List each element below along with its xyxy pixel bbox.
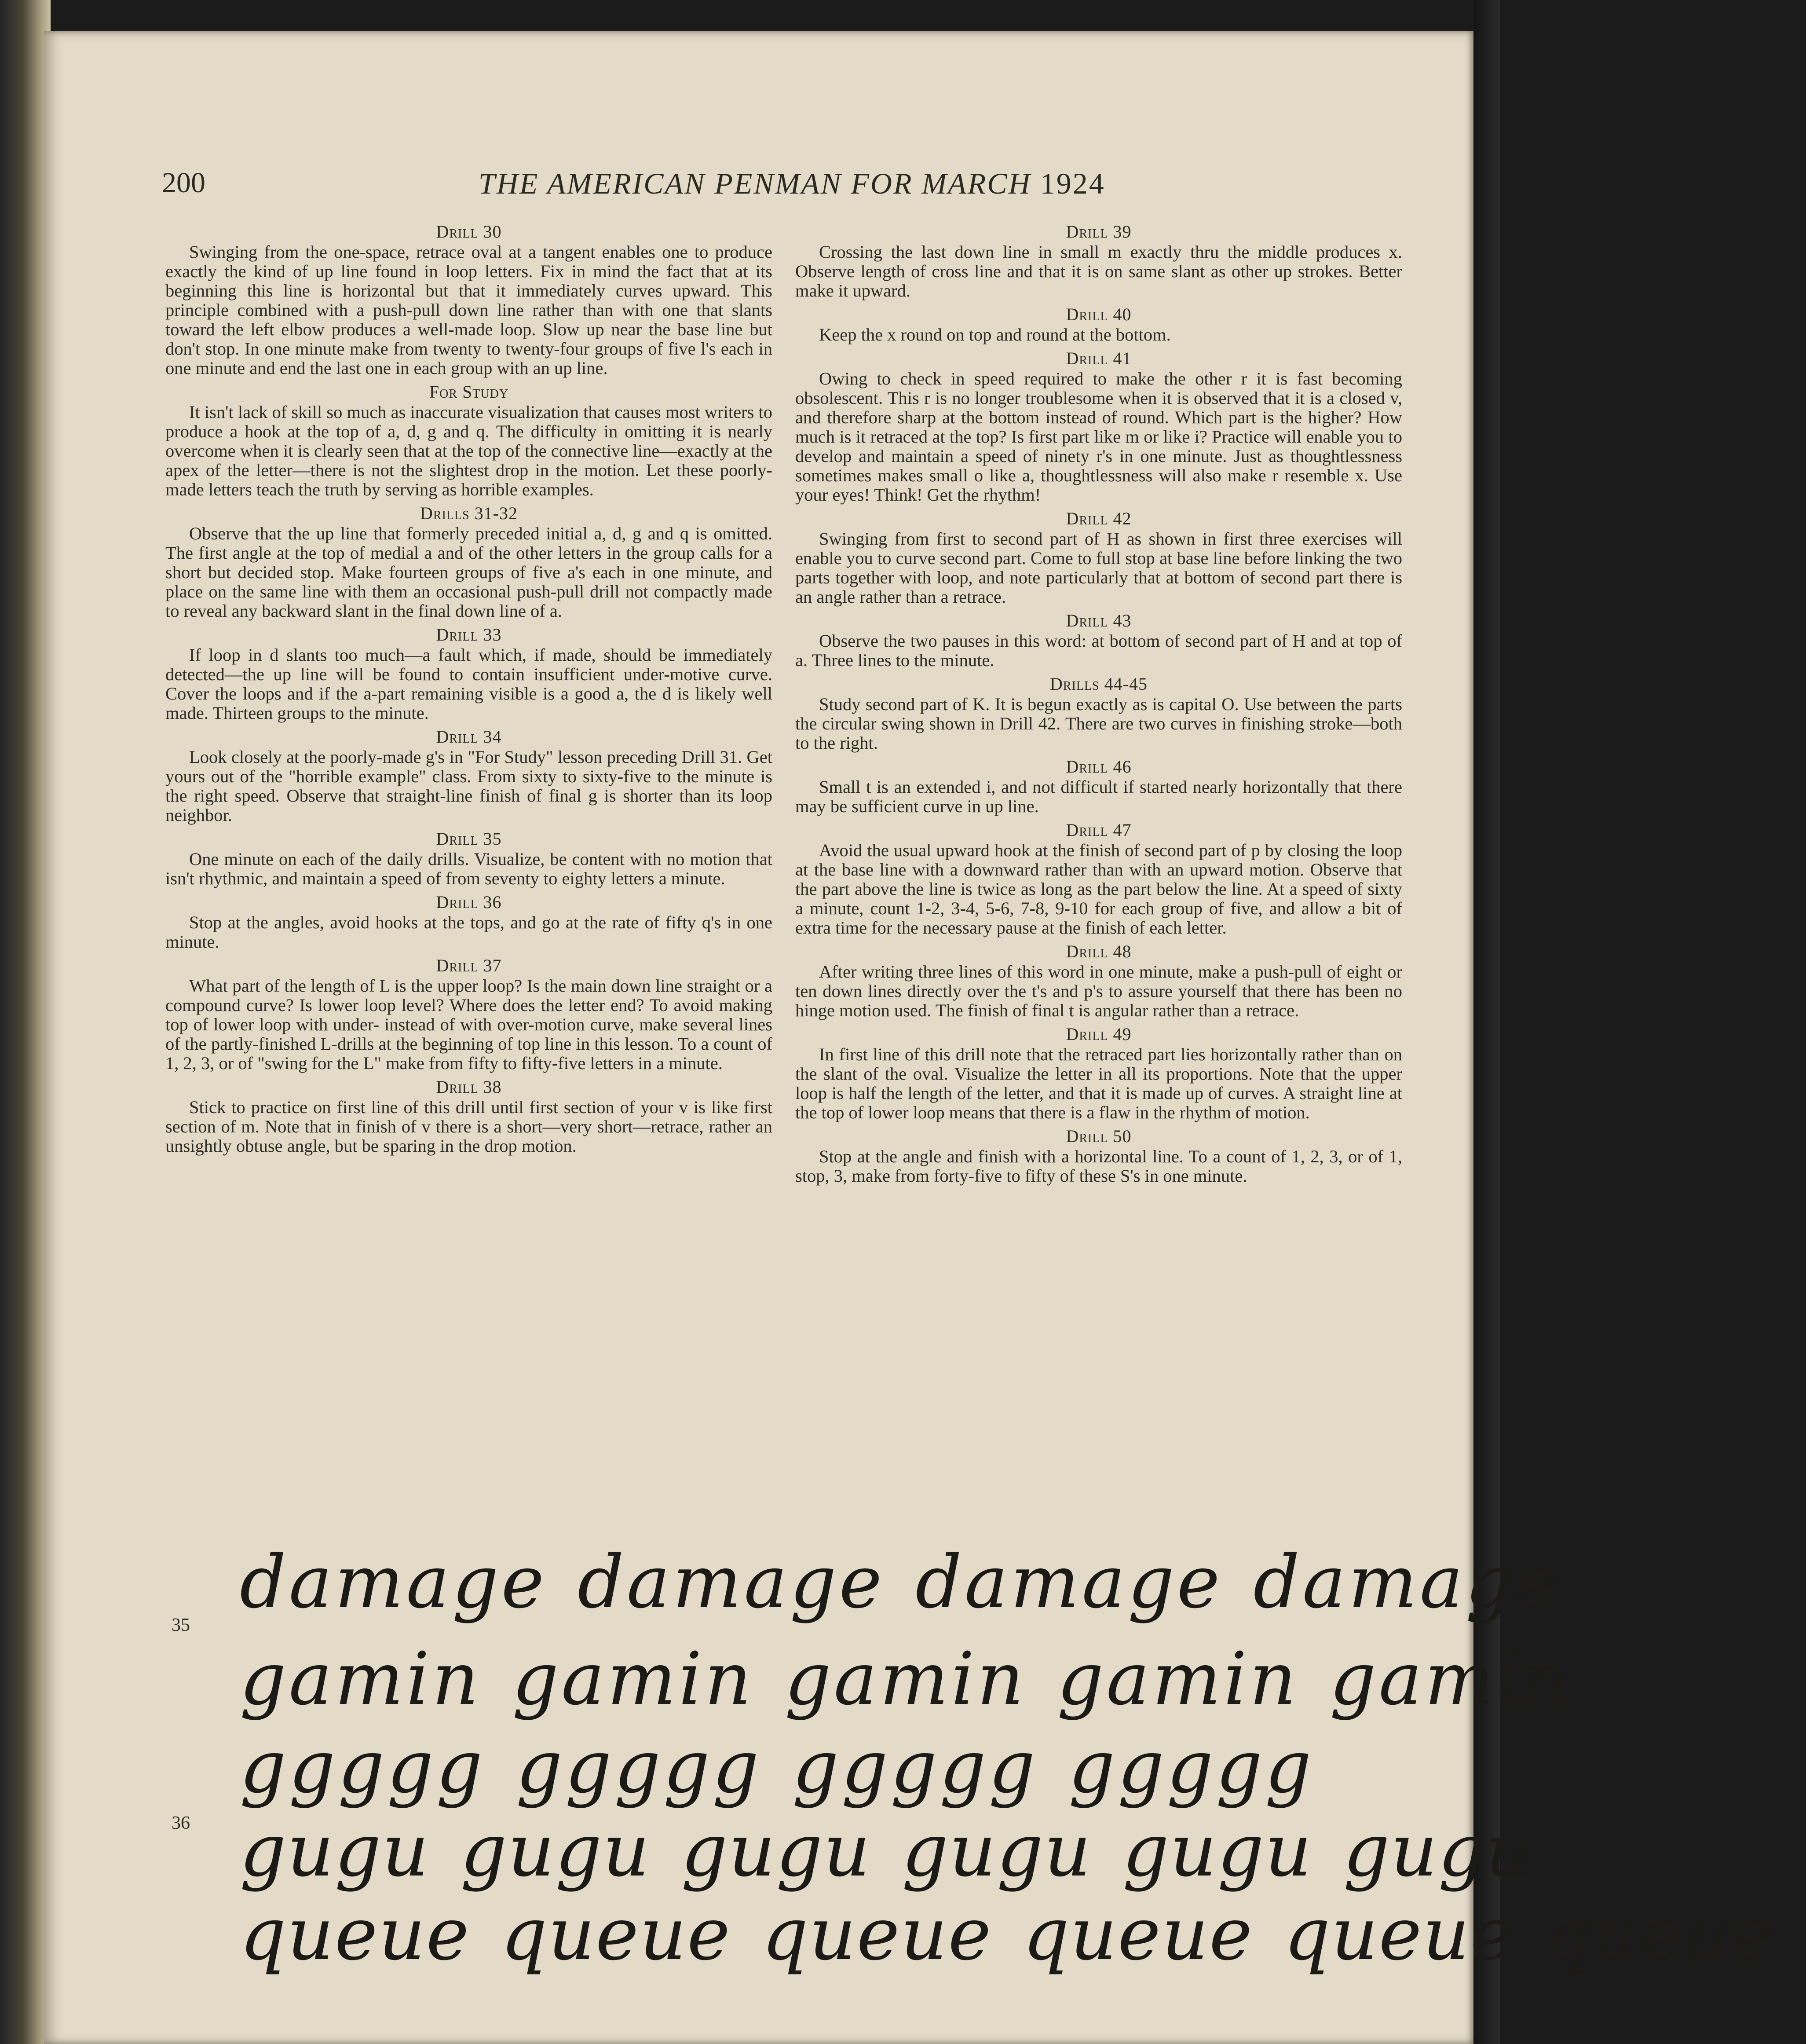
script-line: [240, 1892, 1806, 1976]
section-heading: Drill 39: [1066, 222, 1132, 242]
section-heading: Drill 42: [1066, 509, 1132, 528]
script-line: [240, 1637, 1602, 1721]
section-heading: Drill 50: [1066, 1126, 1132, 1146]
section-text: Stick to practice on first line of this drill until first section of your v is like first section of m. Note that in finish of v there is a short—very short—retrace, rather an unsightly obtuse angle, but be sparing in the drop motion.: [165, 1097, 772, 1156]
section-heading: Drill 35: [436, 829, 502, 849]
running-title-text: THE AMERICAN PENMAN FOR MARCH: [479, 167, 1031, 200]
script-word: damage: [240, 1540, 547, 1624]
script-word: queue: [761, 1892, 992, 1976]
section-text: Observe the two pauses in this word: at bottom of second part of H and at top of a. Three lines to the minute.: [795, 631, 1402, 670]
section-heading: Drills 44-45: [1050, 674, 1148, 694]
page-number: 200: [162, 167, 205, 199]
section-text: What part of the length of L is the upper loop? Is the main down line straight or a compound curve? Is lower loop level? Where does the letter end? To avoid making top of lower loop with under- instead of with over-motion curve, make several lines of the partly-finished L-drills at the beginning of top line in this lesson. To a count of 1, 2, 3, or of "swing for the L" make from fifty to fifty-five letters in a minute.: [165, 976, 772, 1073]
section-text: Keep the x round on top and round at the bottom.: [819, 325, 1171, 344]
section-text: Owing to check in speed required to make the other r it is fast becoming obsolescent. This r is no longer troublesome when it is observed that it is a closed v, and therefore sharp at the bottom instead of round. Which part is the higher? How much is it retraced at the top? Is first part like m or like i? Practice will enable you to develop and maintain a speed of ninety r's in one minute. Just as thoughtlessness sometimes makes small o like a, thoughtlessness will also make r resemble x. Use your eyes! Think! Get the rhythm!: [795, 369, 1402, 505]
script-word: gamin: [1330, 1637, 1572, 1721]
script-word: gamin: [1057, 1637, 1299, 1721]
script-word: queue: [1545, 1892, 1775, 1976]
section-heading: Drill 30: [436, 222, 502, 242]
script-word: ggggg: [240, 1725, 486, 1809]
section-heading: Drill 47: [1066, 820, 1132, 840]
section-heading: Drill 33: [436, 625, 502, 645]
section-heading: Drill 38: [436, 1077, 502, 1097]
script-line: [240, 1540, 1591, 1624]
script-word: damage: [915, 1540, 1223, 1624]
section-heading: For Study: [429, 382, 509, 402]
section-text: Swinging from the one-space, retrace oval at a tangent enables one to produce exactly the kind of up line found in loop letters. Fix in mind the fact that at its beginning this line is horizontal but that it immediately curves upward. This principle combined with a push-pull down line rather than with one that slants toward the left elbow produces a well-made loop. Slow up near the base line but don't stop. In one minute make from twenty to twenty-four groups of five l's each in one minute and end the last one in each group with an up line.: [165, 242, 772, 378]
section-heading: Drill 49: [1066, 1024, 1132, 1044]
plate-number-36: 36: [172, 1813, 190, 1833]
script-word: queue: [1283, 1892, 1514, 1976]
script-word: queue: [1023, 1892, 1253, 1976]
section-text: Avoid the usual upward hook at the finish of second part of p by closing the loop at the base line with a downward rather than with an upward motion. Observe that the part above the line is twice as long as the part below the line. At a speed of sixty a minute, count 1-2, 3-4, 5-6, 7-8, 9-10 for each group of five, and allow a bit of extra time for the necessary pause at the finish of each letter.: [795, 840, 1402, 938]
section-text: Study second part of K. It is begun exactly as is capital O. Use between the parts the circular swing shown in Drill 42. There are two curves in finishing stroke—both to the right.: [795, 694, 1402, 753]
script-word: gugu: [1122, 1808, 1312, 1893]
section-heading: Drills 31-32: [420, 503, 518, 523]
section-heading: Drill 34: [436, 727, 502, 747]
section-text: Observe that the up line that formerly preceded initial a, d, g and q is omitted. The first angle at the top of medial a and of the other letters in the group calls for a short but decided stop. Make fourteen groups of five a's each in one minute, and place on the same line with them an occasional push-pull drill not compactly made to reveal any backward slant in the final down line of a.: [165, 524, 772, 621]
plate-number-35: 35: [172, 1615, 190, 1635]
script-word: ggggg: [516, 1725, 762, 1809]
script-word: gugu: [240, 1808, 430, 1893]
section-text: If loop in d slants too much—a fault which, if made, should be immediately detected—the up line will be found to contain insufficient under-motive curve. Cover the loops and if the a-part remaining visible is a good a, the d is likely well made. Thirteen groups to the minute.: [165, 645, 772, 723]
section-heading: Drill 36: [436, 892, 502, 912]
script-line: [240, 1808, 1564, 1893]
script-word: gugu: [902, 1808, 1092, 1893]
section-text: Small t is an extended i, and not difficult if started nearly horizontally that there may be sufficient curve in up line.: [795, 777, 1402, 816]
section-text: It isn't lack of skill so much as inaccurate visualization that causes most writers to produce a hook at the top of a, d, g and q. The difficulty in omitting it is nearly overcome when it is clearly seen that at the top of the connective line—exactly at the apex of the letter—there is not the slightest drop in the motion. Let these poorly-made letters teach the truth by serving as horrible examples.: [165, 402, 772, 499]
script-word: damage: [578, 1540, 885, 1624]
script-word: gamin: [240, 1637, 482, 1721]
script-word: ggggg: [792, 1725, 1038, 1809]
script-word: gugu: [1343, 1808, 1533, 1893]
script-line: [240, 1725, 1345, 1809]
script-word: gamin: [785, 1637, 1027, 1721]
running-title-year: 1924: [1040, 167, 1105, 200]
script-word: damage: [1253, 1540, 1561, 1624]
section-text: Look closely at the poorly-made g's in "For Study" lesson preceding Drill 31. Get yours out of the "horrible example" class. From sixty to sixty-five to the minute is the right speed. Observe that straight-line finish of final g is shorter than its loop neighbor.: [165, 747, 772, 825]
section-text: One minute on each of the daily drills. Visualize, be content with no motion that isn't rhythmic, and maintain a speed of from seventy to eighty letters a minute.: [165, 849, 772, 888]
script-word: queue: [501, 1892, 731, 1976]
script-word: queue: [240, 1892, 470, 1976]
section-text: Stop at the angles, avoid hooks at the tops, and go at the rate of fifty q's in one minute.: [165, 912, 772, 952]
script-word: gugu: [460, 1808, 651, 1893]
section-heading: Drill 41: [1066, 348, 1132, 368]
script-word: gamin: [512, 1637, 754, 1721]
script-word: gugu: [681, 1808, 871, 1893]
section-text: Swinging from first to second part of H as shown in first three exercises will enable you to curve second part. Come to full stop at base line before linking the two parts together with loop, and note particularly that at bottom of second part there is an angle rather than a retrace.: [795, 529, 1402, 607]
script-word: ggggg: [1068, 1725, 1314, 1809]
section-heading: Drill 46: [1066, 757, 1132, 777]
section-text: After writing three lines of this word in one minute, make a push-pull of eight or ten down lines directly over the t's and p's to assure yourself that there has been no hinge motion used. The finish of final t is angular rather than a retrace.: [795, 962, 1402, 1020]
section-heading: Drill 37: [436, 956, 502, 975]
section-text: Stop at the angle and finish with a horizontal line. To a count of 1, 2, 3, or of 1, stop, 3, make from forty-five to fifty of these S's in one minute.: [795, 1147, 1402, 1186]
section-text: Crossing the last down line in small m exactly thru the middle produces x. Observe length of cross line and that it is on same slant as other up strokes. Better make it upward.: [795, 242, 1402, 300]
section-text: In first line of this drill note that the retraced part lies horizontally rather than on the slant of the oval. Visualize the letter in all its proportions. Note that the upper loop is half the length of the letter, and that it is made up of curves. A straight line at the top of lower loop means that there is a flaw in the rhythm of motion.: [795, 1044, 1402, 1122]
section-heading: Drill 43: [1066, 611, 1132, 630]
section-heading: Drill 48: [1066, 941, 1132, 961]
section-heading: Drill 40: [1066, 304, 1132, 324]
